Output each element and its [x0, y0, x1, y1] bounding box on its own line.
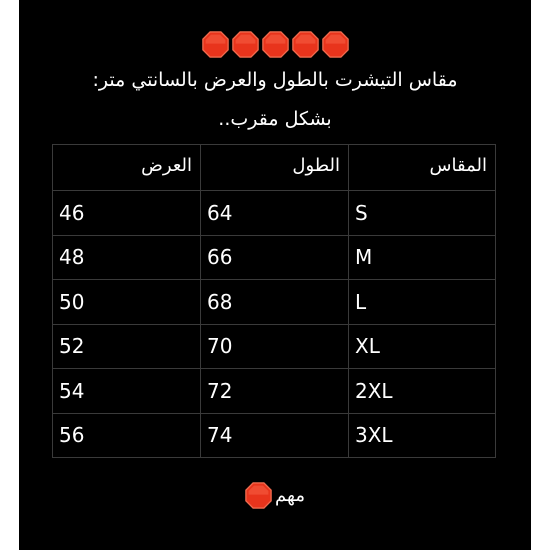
- header-length: الطول: [201, 145, 349, 191]
- important-note: [19, 482, 531, 509]
- heading-line-2: بشكل مقرب..: [218, 108, 332, 130]
- cell-width: 46: [53, 191, 201, 236]
- table-row: [53, 191, 496, 236]
- cell-size: 2XL: [349, 369, 496, 414]
- stop-sign-icon: [262, 31, 289, 58]
- heading-line-1: مقاس التيشرت بالطول والعرض بالسانتي متر:: [92, 69, 458, 91]
- cell-width: 56: [53, 413, 201, 458]
- stop-sign-icon: [292, 31, 319, 58]
- table-row: [53, 413, 496, 458]
- stop-sign-icon: [232, 31, 259, 58]
- cell-length: 74: [201, 413, 349, 458]
- cell-length: 68: [201, 280, 349, 325]
- cell-length: 72: [201, 369, 349, 414]
- table-row: [53, 235, 496, 280]
- cell-size: XL: [349, 324, 496, 369]
- stop-icon-row: [19, 31, 531, 58]
- table-row: [53, 280, 496, 325]
- cell-size: L: [349, 280, 496, 325]
- stop-sign-icon: [322, 31, 349, 58]
- cell-width: 54: [53, 369, 201, 414]
- table-row: [53, 324, 496, 369]
- size-table: [52, 144, 496, 458]
- cell-size: M: [349, 235, 496, 280]
- cell-width: 48: [53, 235, 201, 280]
- stop-sign-icon: [202, 31, 229, 58]
- cell-size: S: [349, 191, 496, 236]
- cell-length: 64: [201, 191, 349, 236]
- header-size: المقاس: [349, 145, 496, 191]
- table-row: [53, 369, 496, 414]
- stop-sign-icon: [245, 482, 272, 509]
- important-label: مهم: [275, 485, 305, 506]
- table-header-row: [53, 145, 496, 191]
- cell-width: 50: [53, 280, 201, 325]
- size-chart-panel: [19, 0, 531, 550]
- cell-length: 70: [201, 324, 349, 369]
- cell-size: 3XL: [349, 413, 496, 458]
- cell-width: 52: [53, 324, 201, 369]
- header-width: العرض: [53, 145, 201, 191]
- cell-length: 66: [201, 235, 349, 280]
